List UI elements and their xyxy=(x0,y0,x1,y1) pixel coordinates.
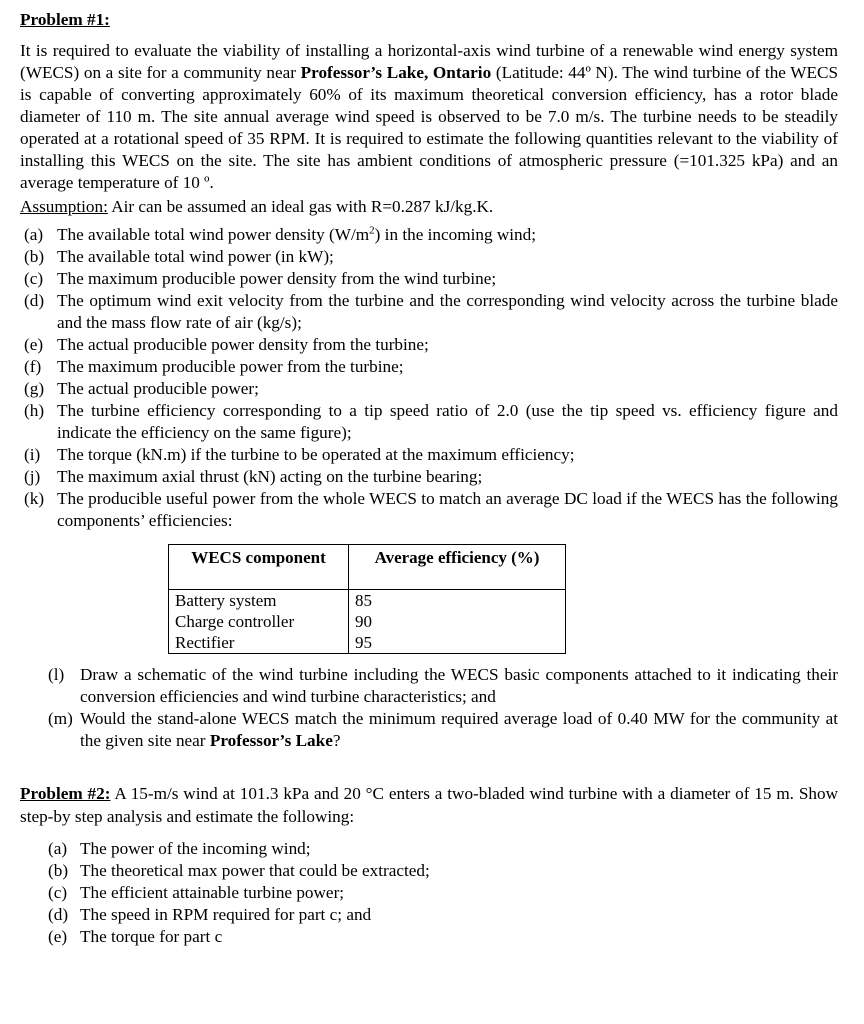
item-label: (e) xyxy=(48,927,68,946)
item-text: The maximum producible power from the turbine; xyxy=(57,357,404,376)
table-cell-efficiency: 95 xyxy=(349,632,566,654)
problem-1-question-list-continued xyxy=(20,664,838,752)
item-label: (f) xyxy=(24,357,42,376)
table-cell-component: Rectifier xyxy=(169,632,349,654)
efficiency-table xyxy=(168,544,566,654)
item-text: The optimum wind exit velocity from the turbine and the corresponding wind velocity across the turbine blade and the mass flow rate of air (kg/s); xyxy=(57,291,838,332)
table-row xyxy=(169,590,566,612)
item-label: (a) xyxy=(24,225,44,244)
item-label: (l) xyxy=(48,665,65,684)
list-item xyxy=(20,246,838,268)
table-header-row xyxy=(169,545,566,590)
list-item xyxy=(20,882,838,904)
item-label: (a) xyxy=(48,839,68,858)
item-text: Draw a schematic of the wind turbine including the WECS basic components attached to it indicating their conversion efficiencies and wind turbine characteristics; and xyxy=(80,665,838,706)
problem-2-question-list xyxy=(20,838,838,948)
problem-1-section xyxy=(20,8,838,752)
problem-2-section xyxy=(20,782,838,948)
item-text: The speed in RPM required for part c; and xyxy=(80,905,372,924)
item-text-before: The available total wind power density (W/m xyxy=(57,225,370,244)
item-label: (h) xyxy=(24,401,45,420)
item-label: (e) xyxy=(24,335,44,354)
item-text: The theoretical max power that could be extracted; xyxy=(80,861,430,880)
item-text: The maximum producible power density from the wind turbine; xyxy=(57,269,497,288)
item-text-after: ) in the incoming wind; xyxy=(374,225,537,244)
item-text: The actual producible power density from the turbine; xyxy=(57,335,429,354)
item-text: The torque for part c xyxy=(80,927,223,946)
list-item xyxy=(20,466,838,488)
item-label: (d) xyxy=(48,905,69,924)
table-cell-efficiency: 85 xyxy=(349,590,566,612)
list-item xyxy=(20,926,838,948)
assumption-text: Air can be assumed an ideal gas with R=0.287 kJ/kg.K. xyxy=(107,197,494,216)
intro-text-2: (Latitude: 44º N). The wind turbine of the WECS is capable of converting approximately 60% of its maximum theoretical conversion efficiency, has a rotor blade diameter of 110 m. The site annual average wind speed is observed to be 7.0 m/s. The turbine needs to be steadily operated at a rotational speed of 35 RPM. It is required to estimate the following quantities relevant to the viability of installing this WECS on the site. The site has ambient conditions of atmospheric pressure (=101.325 kPa) and an average temperature of 10 º. xyxy=(20,63,838,192)
item-text: The torque (kN.m) if the turbine to be operated at the maximum efficiency; xyxy=(57,445,575,464)
table-header-efficiency: Average efficiency (%) xyxy=(349,545,566,590)
table-cell-component: Battery system xyxy=(169,590,349,612)
item-label: (k) xyxy=(24,489,45,508)
list-item xyxy=(20,290,838,334)
item-text-start: Would the stand-alone WECS match the minimum required average load of 0.40 MW for the community at the given site near xyxy=(80,709,838,750)
assumption-line xyxy=(20,196,838,218)
list-item xyxy=(20,904,838,926)
list-item xyxy=(20,378,838,400)
intro-location-bold: Professor’s Lake, Ontario xyxy=(300,63,492,82)
list-item xyxy=(20,708,838,752)
table-row xyxy=(169,632,566,654)
item-text xyxy=(80,708,838,752)
table-cell-component: Charge controller xyxy=(169,611,349,632)
item-label: (m) xyxy=(48,709,73,728)
item-text-bold: Professor’s Lake xyxy=(209,731,333,750)
list-item xyxy=(20,400,838,444)
assumption-label: Assumption: xyxy=(20,197,108,216)
table-cell-efficiency: 90 xyxy=(349,611,566,632)
item-label: (j) xyxy=(24,467,41,486)
item-text-end: ? xyxy=(332,731,341,750)
item-text: The producible useful power from the whole WECS to match an average DC load if the WECS has the following components’ efficiencies: xyxy=(57,489,838,530)
list-item xyxy=(20,334,838,356)
problem-2-heading: Problem #2: xyxy=(20,784,111,803)
list-item xyxy=(20,444,838,466)
problem-2-intro-text: A 15-m/s wind at 101.3 kPa and 20 °C enters a two-bladed wind turbine with a diameter of 15 m. Show step-by step analysis and estimate the following: xyxy=(20,784,838,826)
item-label: (i) xyxy=(24,445,41,464)
problem-2-intro xyxy=(20,782,838,828)
problem-1-heading: Problem #1: xyxy=(20,10,110,29)
item-text: The power of the incoming wind; xyxy=(80,839,311,858)
item-text: The available total wind power (in kW); xyxy=(57,247,334,266)
table-header-component: WECS component xyxy=(169,545,349,590)
table-row xyxy=(169,611,566,632)
list-item xyxy=(20,664,838,708)
problem-1-intro xyxy=(20,40,838,194)
item-label: (d) xyxy=(24,291,45,310)
list-item xyxy=(20,268,838,290)
item-text xyxy=(57,224,838,246)
item-label: (c) xyxy=(24,269,44,288)
item-text: The actual producible power; xyxy=(57,379,259,398)
item-label: (b) xyxy=(24,247,45,266)
list-item xyxy=(20,356,838,378)
problem-1-question-list xyxy=(20,224,838,532)
item-text: The turbine efficiency corresponding to a tip speed ratio of 2.0 (use the tip speed vs. efficiency figure and indicate the efficiency on the same figure); xyxy=(57,401,838,442)
list-item xyxy=(20,488,838,532)
item-text: The maximum axial thrust (kN) acting on the turbine bearing; xyxy=(57,467,483,486)
list-item xyxy=(20,860,838,882)
item-label: (g) xyxy=(24,379,45,398)
list-item xyxy=(20,224,838,246)
item-label: (c) xyxy=(48,883,68,902)
item-label: (b) xyxy=(48,861,69,880)
intro-text-1: It is required to evaluate the viability of installing a horizontal-axis wind turbine of a renewable wind energy system (WECS) on a site for a community near xyxy=(20,41,838,82)
list-item xyxy=(20,838,838,860)
section-spacer xyxy=(20,752,838,782)
item-text: The efficient attainable turbine power; xyxy=(80,883,345,902)
superscript: 2 xyxy=(369,224,375,237)
